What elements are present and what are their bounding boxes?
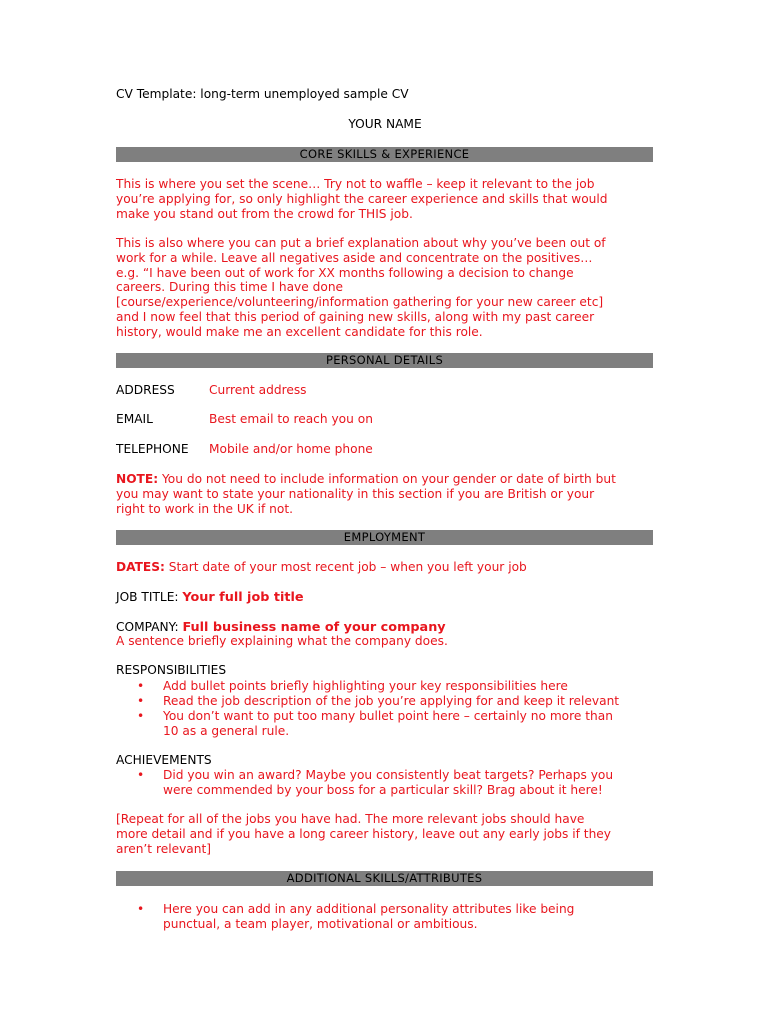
achievements-label: ACHIEVEMENTS: [116, 753, 212, 767]
additional-skill-item: Here you can add in any additional personality attributes like being punctual, a team player, motivational or ambitious.: [163, 902, 575, 931]
company-description: A sentence briefly explaining what the company does.: [116, 634, 448, 648]
employment-section-bar: EMPLOYMENT: [116, 530, 653, 545]
core-skills-section-bar: CORE SKILLS & EXPERIENCE: [116, 147, 653, 162]
your-name-heading: YOUR NAME: [348, 117, 422, 131]
bullet-icon: •: [137, 902, 145, 916]
responsibilities-label: RESPONSIBILITIES: [116, 663, 227, 677]
note-label: NOTE:: [116, 472, 159, 486]
bullet-icon: •: [137, 694, 145, 708]
telephone-label: TELEPHONE: [116, 442, 189, 456]
dates-line: [116, 560, 527, 575]
bullet-icon: •: [137, 679, 145, 693]
achievement-item: Did you win an award? Maybe you consistently beat targets? Perhaps you were commended by your boss for a particular skill? Brag about it here!: [163, 768, 614, 797]
repeat-note: [Repeat for all of the jobs you have had. The more relevant jobs should have more detail and if you have a long career history, leave out any early jobs if they aren’t relevant]: [116, 812, 612, 856]
job-title-label: JOB TITLE:: [116, 590, 183, 604]
dates-label: DATES:: [116, 560, 165, 574]
document-title: CV Template: long-term unemployed sample CV: [116, 87, 409, 101]
responsibility-item: You don’t want to put too many bullet point here – certainly no more than 10 as a general rule.: [163, 709, 613, 738]
core-paragraph-2: This is also where you can put a brief explanation about why you’ve been out of work for a while. Leave all negatives aside and concentrate on the positives… e.g. “I have been out of work for XX months following a decision to change careers. During this time I have done [course/experience/volunteering/information gathering for your new career etc] and I now feel that this period of gaining new skills, along with my past career history, would make me an excellent candidate for this role.: [116, 236, 606, 339]
address-value: Current address: [209, 383, 307, 397]
job-title-value: Your full job title: [182, 590, 304, 605]
personal-note: NOTE: You do not need to include information on your gender or date of birth but you may want to state your nationality in this section if you are British or your right to work in the UK if not.: [116, 472, 616, 516]
dates-value: Start date of your most recent job – when you left your job: [164, 560, 527, 574]
telephone-value: Mobile and/or home phone: [209, 442, 373, 456]
email-value: Best email to reach you on: [209, 412, 373, 426]
bullet-icon: •: [137, 709, 145, 723]
job-title-line: [116, 589, 304, 606]
bullet-icon: •: [137, 768, 145, 782]
email-label: EMAIL: [116, 412, 153, 426]
additional-skills-section-bar: ADDITIONAL SKILLS/ATTRIBUTES: [116, 871, 653, 886]
core-paragraph-1: This is where you set the scene… Try not to waffle – keep it relevant to the job you’re applying for, so only highlight the career experience and skills that would make you stand out from the crowd for THIS job.: [116, 177, 608, 221]
company-value: Full business name of your company: [182, 620, 446, 635]
address-label: ADDRESS: [116, 383, 175, 397]
personal-details-section-bar: PERSONAL DETAILS: [116, 353, 653, 368]
responsibility-item: Add bullet points briefly highlighting your key responsibilities here: [163, 679, 568, 693]
company-label: COMPANY:: [116, 620, 183, 634]
responsibility-item: Read the job description of the job you’re applying for and keep it relevant: [163, 694, 620, 708]
